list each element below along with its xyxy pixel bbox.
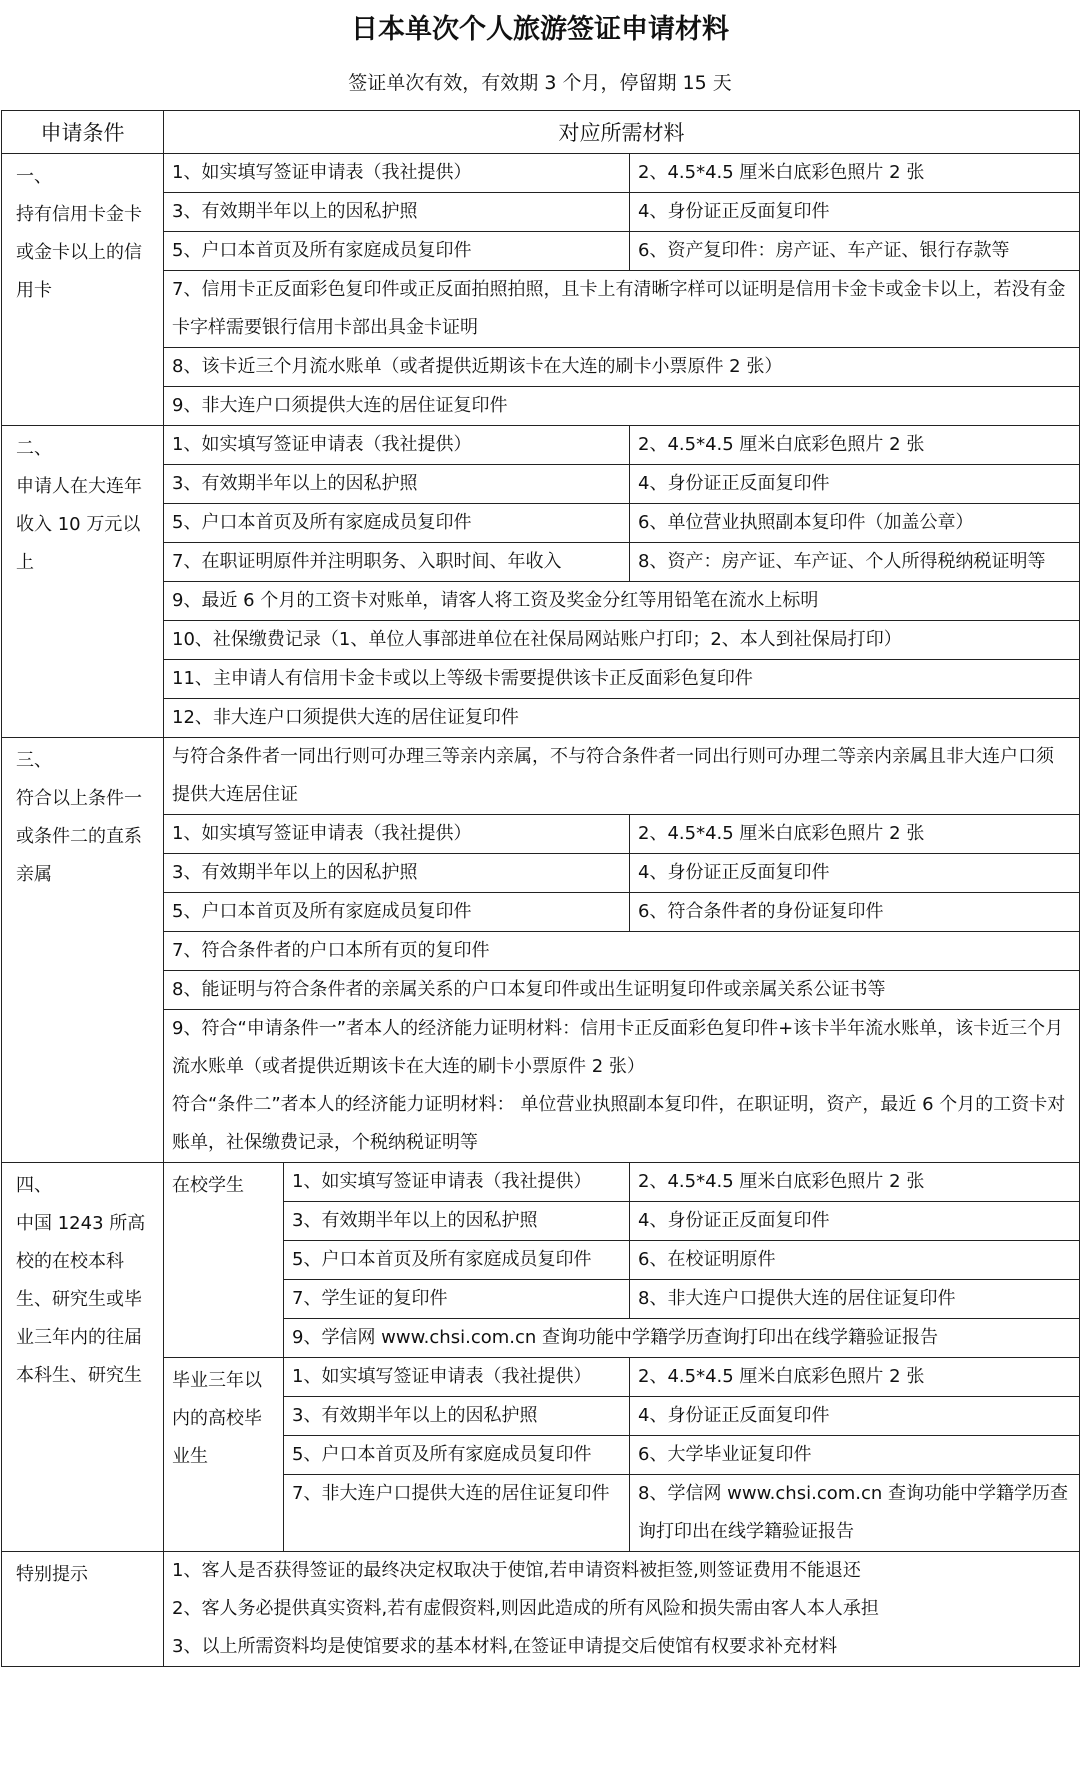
list-item: 7、在职证明原件并注明职务、入职时间、年收入 xyxy=(164,543,630,582)
table-header-row xyxy=(2,111,1080,154)
list-item: 7、非大连户口提供大连的居住证复印件 xyxy=(284,1475,630,1552)
list-item: 4、身份证正反面复印件 xyxy=(630,854,1080,893)
subgroup-graduates: 毕业三年以内的高校毕业生 xyxy=(164,1358,284,1552)
list-item: 3、有效期半年以上的因私护照 xyxy=(164,854,630,893)
table-row xyxy=(2,348,1080,387)
table-row xyxy=(2,582,1080,621)
table-row xyxy=(2,660,1080,699)
page-subtitle: 签证单次有效，有效期 3 个月，停留期 15 天 xyxy=(348,72,732,94)
list-item: 8、资产：房产证、车产证、个人所得税纳税证明等 xyxy=(630,543,1080,582)
list-item: 1、如实填写签证申请表（我社提供） xyxy=(164,426,630,465)
list-item: 12、非大连户口须提供大连的居住证复印件 xyxy=(164,699,1080,738)
header-materials: 对应所需材料 xyxy=(164,111,1080,154)
list-item: 2、4.5*4.5 厘米白底彩色照片 2 张 xyxy=(630,154,1080,193)
list-item: 5、户口本首页及所有家庭成员复印件 xyxy=(164,504,630,543)
subgroup-students: 在校学生 xyxy=(164,1163,284,1358)
list-item: 9、非大连户口须提供大连的居住证复印件 xyxy=(164,387,1080,426)
list-item: 9、最近 6 个月的工资卡对账单，请客人将工资及奖金分红等用铅笔在流水上标明 xyxy=(164,582,1080,621)
condition-2-label: 二、 申请人在大连年收入 10 万元以上 xyxy=(2,426,164,738)
list-item: 10、社保缴费记录（1、单位人事部进单位在社保局网站账户打印；2、本人到社保局打印） xyxy=(164,621,1080,660)
table-row xyxy=(2,932,1080,971)
list-item: 8、能证明与符合条件者的亲属关系的户口本复印件或出生证明复印件或亲属关系公证书等 xyxy=(164,971,1080,1010)
list-item: 6、大学毕业证复印件 xyxy=(630,1436,1080,1475)
requirements-table xyxy=(1,110,1080,1667)
list-item: 1、如实填写签证申请表（我社提供） xyxy=(284,1163,630,1202)
table-row xyxy=(2,271,1080,348)
table-row xyxy=(2,854,1080,893)
table-row xyxy=(2,387,1080,426)
table-row xyxy=(2,815,1080,854)
list-item: 5、户口本首页及所有家庭成员复印件 xyxy=(164,893,630,932)
notes-list: 1、客人是否获得签证的最终决定权取决于使馆,若申请资料被拒签,则签证费用不能退还 2、客人务必提供真实资料,若有虚假资料,则因此造成的所有风险和损失需由客人本人承担 3、以上所需资料均是使馆要求的基本材料,在签证申请提交后使馆有权要求补充材料 xyxy=(164,1552,1080,1667)
list-item: 3、有效期半年以上的因私护照 xyxy=(284,1202,630,1241)
header-condition: 申请条件 xyxy=(2,111,164,154)
table-row xyxy=(2,426,1080,465)
list-item: 2、4.5*4.5 厘米白底彩色照片 2 张 xyxy=(630,426,1080,465)
table-row xyxy=(2,1552,1080,1667)
condition-3-label: 三、 符合以上条件一或条件二的直系亲属 xyxy=(2,738,164,1163)
table-row xyxy=(2,232,1080,271)
table-row xyxy=(2,893,1080,932)
table-row xyxy=(2,465,1080,504)
list-item: 8、该卡近三个月流水账单（或者提供近期该卡在大连的刷卡小票原件 2 张） xyxy=(164,348,1080,387)
table-row xyxy=(2,738,1080,815)
table-row xyxy=(2,1010,1080,1163)
list-item: 11、主申请人有信用卡金卡或以上等级卡需要提供该卡正反面彩色复印件 xyxy=(164,660,1080,699)
table-row xyxy=(2,699,1080,738)
list-item: 5、户口本首页及所有家庭成员复印件 xyxy=(284,1436,630,1475)
page-title: 日本单次个人旅游签证申请材料 xyxy=(351,14,729,45)
list-item: 3、有效期半年以上的因私护照 xyxy=(284,1397,630,1436)
list-item: 6、在校证明原件 xyxy=(630,1241,1080,1280)
notes-label: 特别提示 xyxy=(2,1552,164,1667)
table-row xyxy=(2,621,1080,660)
list-item: 8、非大连户口提供大连的居住证复印件 xyxy=(630,1280,1080,1319)
list-item: 9、符合“申请条件一”者本人的经济能力证明材料：信用卡正反面彩色复印件+该卡半年流水账单，该卡近三个月流水账单（或者提供近期该卡在大连的刷卡小票原件 2 张） 符合“条件二”者本人的经济能力证明材料： 单位营业执照副本复印件，在职证明，资产，最近 6 个月的工资卡对账单，社保缴费记录，个税纳税证明等 xyxy=(164,1010,1080,1163)
list-item: 3、有效期半年以上的因私护照 xyxy=(164,193,630,232)
list-item: 6、符合条件者的身份证复印件 xyxy=(630,893,1080,932)
table-row xyxy=(2,154,1080,193)
list-item: 7、信用卡正反面彩色复印件或正反面拍照拍照，且卡上有清晰字样可以证明是信用卡金卡或金卡以上，若没有金卡字样需要银行信用卡部出具金卡证明 xyxy=(164,271,1080,348)
condition-4-label: 四、 中国 1243 所高校的在校本科生、研究生或毕业三年内的往届本科生、研究生 xyxy=(2,1163,164,1552)
list-item: 9、学信网 www.chsi.com.cn 查询功能中学籍学历查询打印出在线学籍验证报告 xyxy=(284,1319,1080,1358)
list-item: 2、4.5*4.5 厘米白底彩色照片 2 张 xyxy=(630,1163,1080,1202)
list-item: 7、符合条件者的户口本所有页的复印件 xyxy=(164,932,1080,971)
list-item: 4、身份证正反面复印件 xyxy=(630,1202,1080,1241)
table-row xyxy=(2,971,1080,1010)
table-row xyxy=(2,1358,1080,1397)
list-item: 4、身份证正反面复印件 xyxy=(630,1397,1080,1436)
list-item: 3、有效期半年以上的因私护照 xyxy=(164,465,630,504)
list-item: 4、身份证正反面复印件 xyxy=(630,193,1080,232)
list-item: 1、如实填写签证申请表（我社提供） xyxy=(164,815,630,854)
list-item: 2、4.5*4.5 厘米白底彩色照片 2 张 xyxy=(630,1358,1080,1397)
list-item: 8、学信网 www.chsi.com.cn 查询功能中学籍学历查询打印出在线学籍验证报告 xyxy=(630,1475,1080,1552)
list-item: 5、户口本首页及所有家庭成员复印件 xyxy=(164,232,630,271)
list-item: 1、如实填写签证申请表（我社提供） xyxy=(164,154,630,193)
table-row xyxy=(2,504,1080,543)
condition-1-label: 一、 持有信用卡金卡或金卡以上的信用卡 xyxy=(2,154,164,426)
table-row xyxy=(2,1163,1080,1202)
list-item: 4、身份证正反面复印件 xyxy=(630,465,1080,504)
list-item: 5、户口本首页及所有家庭成员复印件 xyxy=(284,1241,630,1280)
table-row xyxy=(2,543,1080,582)
list-item: 6、资产复印件：房产证、车产证、银行存款等 xyxy=(630,232,1080,271)
list-item: 2、4.5*4.5 厘米白底彩色照片 2 张 xyxy=(630,815,1080,854)
list-item: 6、单位营业执照副本复印件（加盖公章） xyxy=(630,504,1080,543)
table-row xyxy=(2,193,1080,232)
list-item: 1、如实填写签证申请表（我社提供） xyxy=(284,1358,630,1397)
list-item: 与符合条件者一同出行则可办理三等亲内亲属，不与符合条件者一同出行则可办理二等亲内亲属且非大连户口须提供大连居住证 xyxy=(164,738,1080,815)
list-item: 7、学生证的复印件 xyxy=(284,1280,630,1319)
